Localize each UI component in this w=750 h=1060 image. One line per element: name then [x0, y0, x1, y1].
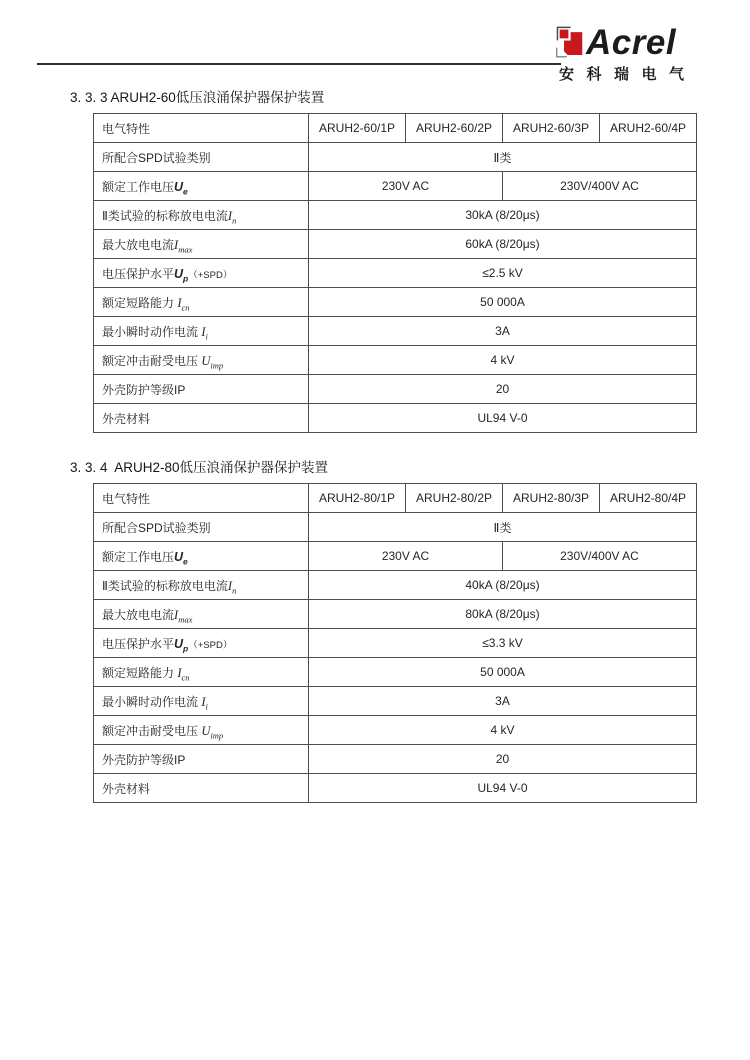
section-aruh2-80 [0, 458, 750, 803]
table-row [94, 745, 697, 774]
logo-top-row [554, 24, 716, 62]
symbol-text: $I_n$ [227, 208, 237, 225]
value-cell: 3A [309, 687, 697, 716]
table-row [94, 513, 697, 542]
symbol-text: $I_i$ [201, 694, 208, 711]
value-cell: UL94 V-0 [309, 774, 697, 803]
value-cell: 80kA (8/20μs) [309, 600, 697, 629]
row-label: 额定工作电压$U_e$ [94, 172, 309, 201]
column-header-label: 电气特性 [94, 114, 309, 143]
value-cell: 3A [309, 317, 697, 346]
row-label: 所配合SPD试验类别 [94, 513, 309, 542]
table-row [94, 172, 697, 201]
row-label: 外壳防护等级IP [94, 745, 309, 774]
column-header-label: 电气特性 [94, 484, 309, 513]
value-cell: 20 [309, 745, 697, 774]
value-cell: 230V AC [309, 542, 503, 571]
table-row [94, 259, 697, 288]
table-row [94, 375, 697, 404]
symbol-text: $U_{imp}$ [201, 353, 224, 370]
symbol-text: $U_e$ [174, 179, 188, 196]
spec-table-aruh2-60 [93, 113, 697, 433]
symbol-text: $I_{max}$ [174, 607, 193, 624]
symbol-text: $I_{cn}$ [177, 665, 190, 682]
column-header-model: ARUH2-60/2P [406, 114, 503, 143]
row-label: 最小瞬时动作电流 $I_i$ [94, 687, 309, 716]
table-row [94, 346, 697, 375]
row-label: 所配合SPD试验类别 [94, 143, 309, 172]
column-header-model: ARUH2-60/3P [503, 114, 600, 143]
row-label: 电压保护水平$U_p(+SPD)$ [94, 259, 309, 288]
symbol-text: $I_{max}$ [174, 237, 193, 254]
table-row [94, 774, 697, 803]
table-row [94, 571, 697, 600]
section-heading: 3. 3. 3 ARUH2-60低压浪涌保护器保护装置 [70, 90, 325, 105]
row-label: 额定冲击耐受电压 $U_{imp}$ [94, 716, 309, 745]
value-cell: ≤2.5 kV [309, 259, 697, 288]
row-label: 额定短路能力 $I_{cn}$ [94, 658, 309, 687]
value-cell: 4 kV [309, 716, 697, 745]
value-cell: 40kA (8/20μs) [309, 571, 697, 600]
table-row [94, 542, 697, 571]
row-label: 外壳材料 [94, 774, 309, 803]
label-note: （+SPD） [188, 639, 233, 651]
table-row [94, 143, 697, 172]
row-label: Ⅱ类试验的标称放电电流$I_n$ [94, 201, 309, 230]
row-label: 最大放电电流$I_{max}$ [94, 230, 309, 259]
table-row [94, 230, 697, 259]
value-cell: 4 kV [309, 346, 697, 375]
value-cell: 230V/400V AC [503, 542, 697, 571]
row-label: 额定冲击耐受电压 $U_{imp}$ [94, 346, 309, 375]
symbol-text: $I_n$ [227, 578, 237, 595]
value-cell: 30kA (8/20μs) [309, 201, 697, 230]
symbol-text: $U_p$ [174, 266, 189, 283]
table-row [94, 404, 697, 433]
value-cell: 50 000A [309, 658, 697, 687]
table-row [94, 201, 697, 230]
header-divider [37, 63, 561, 65]
table-row [94, 658, 697, 687]
column-header-model: ARUH2-80/3P [503, 484, 600, 513]
table-row [94, 288, 697, 317]
table-row [94, 317, 697, 346]
table-row [94, 629, 697, 658]
row-label: Ⅱ类试验的标称放电电流$I_n$ [94, 571, 309, 600]
column-header-model: ARUH2-80/2P [406, 484, 503, 513]
table-header-row [94, 114, 697, 143]
value-cell: Ⅱ类 [309, 143, 697, 172]
symbol-text: $I_{cn}$ [177, 295, 190, 312]
row-label: 额定工作电压$U_e$ [94, 542, 309, 571]
table-row [94, 600, 697, 629]
symbol-text: $U_p$ [174, 636, 189, 653]
row-label: 外壳防护等级IP [94, 375, 309, 404]
logo-brand-chinese: 安科瑞电气 [559, 66, 697, 83]
row-label: 额定短路能力 $I_{cn}$ [94, 288, 309, 317]
value-cell: 230V/400V AC [503, 172, 697, 201]
spec-table-aruh2-80 [93, 483, 697, 803]
symbol-text: $I_i$ [201, 324, 208, 341]
table-row [94, 687, 697, 716]
column-header-model: ARUH2-60/1P [309, 114, 406, 143]
value-cell: 50 000A [309, 288, 697, 317]
label-note: （+SPD） [188, 269, 233, 281]
value-cell: 230V AC [309, 172, 503, 201]
value-cell: 60kA (8/20μs) [309, 230, 697, 259]
acrel-logo-icon [554, 26, 585, 62]
column-header-model: ARUH2-80/4P [600, 484, 697, 513]
row-label: 最小瞬时动作电流 $I_i$ [94, 317, 309, 346]
table-header-row [94, 484, 697, 513]
value-cell: Ⅱ类 [309, 513, 697, 542]
row-label: 最大放电电流$I_{max}$ [94, 600, 309, 629]
logo-brand-text: Acrel [586, 23, 677, 62]
acrel-logo [554, 24, 716, 84]
table-row [94, 716, 697, 745]
symbol-text: $U_{imp}$ [201, 723, 224, 740]
row-label: 外壳材料 [94, 404, 309, 433]
value-cell: 20 [309, 375, 697, 404]
column-header-model: ARUH2-80/1P [309, 484, 406, 513]
value-cell: UL94 V-0 [309, 404, 697, 433]
column-header-model: ARUH2-60/4P [600, 114, 697, 143]
value-cell: ≤3.3 kV [309, 629, 697, 658]
symbol-text: $U_e$ [174, 549, 188, 566]
section-heading: 3. 3. 4 ARUH2-80低压浪涌保护器保护装置 [70, 460, 329, 475]
section-aruh2-60 [0, 88, 750, 433]
row-label: 电压保护水平$U_p(+SPD)$ [94, 629, 309, 658]
